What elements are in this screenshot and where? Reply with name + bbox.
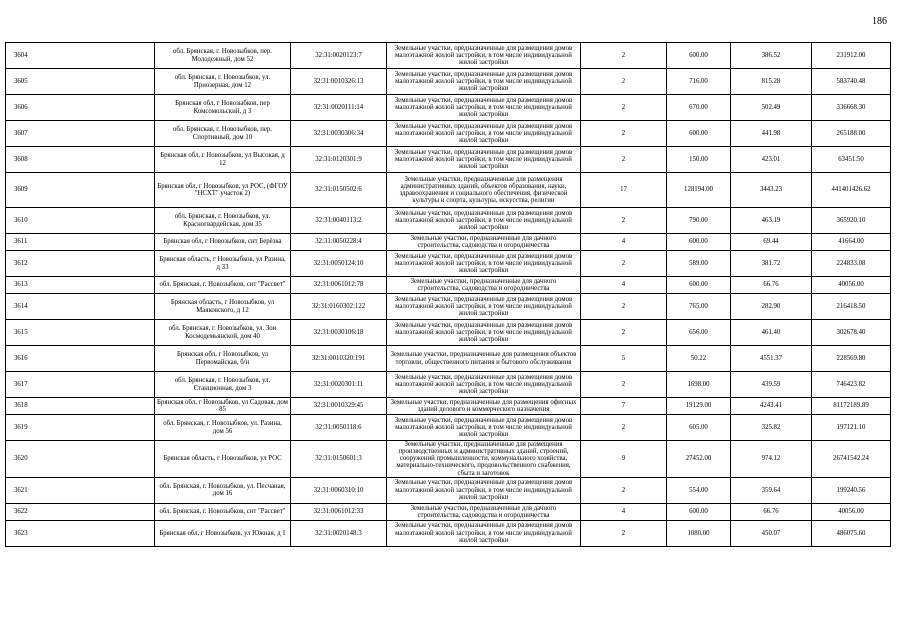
land-use-cell: Земельные участки, предназначенные для размещения домов малоэтажной жилой застройки, в том числе индивидуальной жилой застройки — [387, 251, 581, 277]
table-row — [6, 415, 891, 441]
page-number: 186 — [872, 16, 887, 27]
area-cell: 589.00 — [667, 251, 731, 277]
land-use-cell: Земельные участки, предназначенные для размещения домов малоэтажной жилой застройки, в том числе индивидуальной жилой застройки — [387, 320, 581, 346]
specific-value-cell: 461.40 — [731, 320, 812, 346]
cadastral-value-cell: 265188.00 — [812, 121, 891, 147]
cadastral-number-cell: 32:31:0120301:9 — [291, 147, 387, 173]
address-cell: Брянская обл, г Новозыбков, снт Берёзка — [155, 234, 291, 251]
cadastral-number-cell: 32:31:0160302:122 — [291, 294, 387, 320]
area-cell: 19129.00 — [667, 398, 731, 415]
land-use-cell: Земельные участки, предназначенные для размещения домов малоэтажной жилой застройки, в том числе индивидуальной жилой застройки — [387, 477, 581, 503]
address-cell: Брянская область, г Новозыбков, ул РОС — [155, 441, 291, 478]
record-number: 3613 — [6, 277, 155, 294]
address-cell: обл. Брянская, г. Новозыбков, ул. Разина, дом 56 — [155, 415, 291, 441]
table-row — [6, 346, 891, 372]
cadastral-number-cell: 32:31:0061012:33 — [291, 503, 387, 520]
land-use-cell: Земельные участки, предназначенные для размещения домов малоэтажной жилой застройки, в том числе индивидуальной жилой застройки — [387, 294, 581, 320]
address-cell: Брянская обл, г Новозыбков, пер Комсомольский, д 3 — [155, 95, 291, 121]
record-number: 3606 — [6, 95, 155, 121]
specific-value-cell: 450.07 — [731, 520, 812, 546]
table-row — [6, 173, 891, 208]
area-cell: 605.00 — [667, 415, 731, 441]
specific-value-cell: 66.76 — [731, 277, 812, 294]
cadastral-number-cell: 32:31:0010329:45 — [291, 398, 387, 415]
area-cell: 1080.00 — [667, 520, 731, 546]
group-number-cell: 2 — [581, 372, 667, 398]
cadastral-number-cell: 32:31:0150601:3 — [291, 441, 387, 478]
group-number-cell: 2 — [581, 69, 667, 95]
record-number: 3612 — [6, 251, 155, 277]
record-number: 3608 — [6, 147, 155, 173]
specific-value-cell: 3443.23 — [731, 173, 812, 208]
area-cell: 554.00 — [667, 477, 731, 503]
land-use-cell: Земельные участки, предназначенные для размещения домов малоэтажной жилой застройки, в том числе индивидуальной жилой застройки — [387, 372, 581, 398]
group-number-cell: 2 — [581, 147, 667, 173]
area-cell: 600.00 — [667, 234, 731, 251]
address-cell: Брянская обл, г Новозыбков, ул Высокая, д 12 — [155, 147, 291, 173]
cadastral-number-cell: 32:31:0050124:10 — [291, 251, 387, 277]
cadastral-value-cell: 486075.60 — [812, 520, 891, 546]
cadastral-number-cell: 32:31:0040113:2 — [291, 208, 387, 234]
cadastral-value-cell: 441401426.62 — [812, 173, 891, 208]
record-number: 3611 — [6, 234, 155, 251]
group-number-cell: 4 — [581, 234, 667, 251]
cadastral-value-cell: 583740.48 — [812, 69, 891, 95]
cadastral-number-cell: 32:31:0010326:13 — [291, 69, 387, 95]
area-cell: 790.00 — [667, 208, 731, 234]
specific-value-cell: 502.49 — [731, 95, 812, 121]
land-use-cell: Земельные участки, предназначенные для размещения домов малоэтажной жилой застройки, в том числе индивидуальной жилой застройки — [387, 208, 581, 234]
cadastral-number-cell: 32:31:0050228:4 — [291, 234, 387, 251]
record-number: 3620 — [6, 441, 155, 478]
specific-value-cell: 69.44 — [731, 234, 812, 251]
table-row — [6, 503, 891, 520]
specific-value-cell: 381.72 — [731, 251, 812, 277]
specific-value-cell: 974.12 — [731, 441, 812, 478]
cadastral-value-cell: 228569.80 — [812, 346, 891, 372]
cadastral-value-cell: 40056.00 — [812, 503, 891, 520]
cadastral-value-cell: 231912.00 — [812, 43, 891, 69]
address-cell: Брянская область, г Новозыбков, ул Маяковского, д 12 — [155, 294, 291, 320]
cadastral-value-cell: 224833.08 — [812, 251, 891, 277]
record-number: 3605 — [6, 69, 155, 95]
specific-value-cell: 463.19 — [731, 208, 812, 234]
cadastral-value-cell: 26741542.24 — [812, 441, 891, 478]
address-cell: Брянская область, г Новозыбков, ул Разина, д 33 — [155, 251, 291, 277]
cadastral-value-cell: 40056.00 — [812, 277, 891, 294]
address-cell: Брянская обл, г Новозыбков, ул Южная, д 1 — [155, 520, 291, 546]
record-number: 3616 — [6, 346, 155, 372]
specific-value-cell: 325.82 — [731, 415, 812, 441]
cadastral-value-cell: 336668.30 — [812, 95, 891, 121]
record-number: 3615 — [6, 320, 155, 346]
table-row — [6, 69, 891, 95]
address-cell: обл. Брянская, г. Новозыбков, ул. Песчаная, дом 16 — [155, 477, 291, 503]
group-number-cell: 2 — [581, 121, 667, 147]
group-number-cell: 2 — [581, 294, 667, 320]
specific-value-cell: 4551.37 — [731, 346, 812, 372]
table-row — [6, 234, 891, 251]
record-number: 3617 — [6, 372, 155, 398]
address-cell: обл. Брянская, г. Новозыбков, снт "Рассвет" — [155, 277, 291, 294]
group-number-cell: 4 — [581, 503, 667, 520]
address-cell: обл. Брянская, г. Новозыбков, ул. Красногвардейская, дом 35 — [155, 208, 291, 234]
specific-value-cell: 359.64 — [731, 477, 812, 503]
land-use-cell: Земельные участки, предназначенные для размещения домов малоэтажной жилой застройки, в том числе индивидуальной жилой застройки — [387, 415, 581, 441]
area-cell: 128194.00 — [667, 173, 731, 208]
cadastral-number-cell: 32:31:0030106:18 — [291, 320, 387, 346]
table-row — [6, 294, 891, 320]
cadastral-value-cell: 365920.10 — [812, 208, 891, 234]
specific-value-cell: 4243.41 — [731, 398, 812, 415]
address-cell: обл. Брянская, г. Новозыбков, ул. Станционная, дом 3 — [155, 372, 291, 398]
land-use-cell: Земельные участки, предназначенные для дачного строительства, садоводства и огородничества — [387, 277, 581, 294]
area-cell: 600.00 — [667, 121, 731, 147]
specific-value-cell: 815.28 — [731, 69, 812, 95]
cadastral-value-cell: 302678.40 — [812, 320, 891, 346]
specific-value-cell: 282.90 — [731, 294, 812, 320]
area-cell: 600.00 — [667, 277, 731, 294]
group-number-cell: 2 — [581, 251, 667, 277]
cadastral-value-cell: 746423.82 — [812, 372, 891, 398]
address-cell: Брянская обл, г Новозыбков, ул Садовая, дом 85 — [155, 398, 291, 415]
area-cell: 600.00 — [667, 503, 731, 520]
land-use-cell: Земельные участки, предназначенные для дачного строительства, садоводства и огородничества — [387, 503, 581, 520]
address-cell: обл. Брянская, г. Новозыбков, ул. Приозерная, дом 12 — [155, 69, 291, 95]
record-number: 3623 — [6, 520, 155, 546]
land-use-cell: Земельные участки, предназначенные для размещения домов малоэтажной жилой застройки, в том числе индивидуальной жилой застройки — [387, 69, 581, 95]
specific-value-cell: 441.98 — [731, 121, 812, 147]
record-number: 3621 — [6, 477, 155, 503]
record-number: 3619 — [6, 415, 155, 441]
cadastral-value-cell: 197121.10 — [812, 415, 891, 441]
table-row — [6, 398, 891, 415]
cadastral-number-cell: 32:31:0020111:14 — [291, 95, 387, 121]
group-number-cell: 2 — [581, 95, 667, 121]
cadastral-value-table — [5, 42, 891, 547]
table-row — [6, 441, 891, 478]
specific-value-cell: 386.52 — [731, 43, 812, 69]
group-number-cell: 17 — [581, 173, 667, 208]
table-row — [6, 251, 891, 277]
address-cell: обл. Брянская, г. Новозыбков, пер. Молодежный, дом 52 — [155, 43, 291, 69]
record-number: 3604 — [6, 43, 155, 69]
cadastral-number-cell: 32:31:0030306:34 — [291, 121, 387, 147]
land-use-cell: Земельные участки, предназначенные для размещения производственных и административных зданий, строений, сооружений промышленности, коммунального хозяйства, материально-технического, продовольственного снабжения, сбыта и заготовок — [387, 441, 581, 478]
cadastral-number-cell: 32:31:0050118:6 — [291, 415, 387, 441]
address-cell: Брянская обл, г Новозыбков, ул Первомайская, б/н — [155, 346, 291, 372]
land-use-cell: Земельные участки, предназначенные для размещения домов малоэтажной жилой застройки, в том числе индивидуальной жилой застройки — [387, 95, 581, 121]
group-number-cell: 2 — [581, 208, 667, 234]
record-number: 3610 — [6, 208, 155, 234]
group-number-cell: 9 — [581, 441, 667, 478]
land-use-cell: Земельные участки, предназначенные для размещения домов малоэтажной жилой застройки, в том числе индивидуальной жилой застройки — [387, 147, 581, 173]
cadastral-number-cell: 32:31:0150502:6 — [291, 173, 387, 208]
cadastral-value-cell: 216418.50 — [812, 294, 891, 320]
group-number-cell: 2 — [581, 520, 667, 546]
record-number: 3609 — [6, 173, 155, 208]
group-number-cell: 2 — [581, 320, 667, 346]
land-use-cell: Земельные участки, предназначенные для размещения офисных зданий делового и коммерческого назначения — [387, 398, 581, 415]
cadastral-number-cell: 32:31:0060310:10 — [291, 477, 387, 503]
cadastral-number-cell: 32:31:0020123:7 — [291, 43, 387, 69]
specific-value-cell: 423.01 — [731, 147, 812, 173]
area-cell: 670.00 — [667, 95, 731, 121]
address-cell: обл. Брянская, г. Новозыбков, ул. Зои Космодемьянской, дом 40 — [155, 320, 291, 346]
table-row — [6, 477, 891, 503]
group-number-cell: 7 — [581, 398, 667, 415]
area-cell: 1698.00 — [667, 372, 731, 398]
specific-value-cell: 66.76 — [731, 503, 812, 520]
cadastral-value-cell: 63451.50 — [812, 147, 891, 173]
record-number: 3618 — [6, 398, 155, 415]
area-cell: 716.00 — [667, 69, 731, 95]
record-number: 3614 — [6, 294, 155, 320]
group-number-cell: 5 — [581, 346, 667, 372]
cadastral-value-cell: 199240.56 — [812, 477, 891, 503]
record-number: 3622 — [6, 503, 155, 520]
table-row — [6, 372, 891, 398]
table-row — [6, 121, 891, 147]
table-row — [6, 320, 891, 346]
land-use-cell: Земельные участки, предназначенные для размещения домов малоэтажной жилой застройки, в том числе индивидуальной жилой застройки — [387, 121, 581, 147]
table-row — [6, 43, 891, 69]
area-cell: 600.00 — [667, 43, 731, 69]
land-use-cell: Земельные участки, предназначенные для размещения объектов торговли, общественного питания и бытового обслуживания — [387, 346, 581, 372]
area-cell: 150.00 — [667, 147, 731, 173]
group-number-cell: 2 — [581, 43, 667, 69]
specific-value-cell: 439.59 — [731, 372, 812, 398]
land-use-cell: Земельные участки, предназначенные для дачного строительства, садоводства и огородничества — [387, 234, 581, 251]
address-cell: Брянская обл, г Новозыбков, ул РОС, (ФГОУ "НСХТ" участок 2) — [155, 173, 291, 208]
group-number-cell: 2 — [581, 415, 667, 441]
cadastral-number-cell: 32:31:0020148:3 — [291, 520, 387, 546]
table-row — [6, 520, 891, 546]
address-cell: обл. Брянская, г. Новозыбков, снт "Рассвет" — [155, 503, 291, 520]
cadastral-number-cell: 32:31:0020301:11 — [291, 372, 387, 398]
cadastral-number-cell: 32:31:0010320:191 — [291, 346, 387, 372]
land-use-cell: Земельные участки, предназначенные для размещения административных зданий, объектов образования, науки, здравоохранения и социального обеспечения, физической культуры и спорта, культуры, искусства, религии — [387, 173, 581, 208]
area-cell: 765.00 — [667, 294, 731, 320]
table-row — [6, 95, 891, 121]
cadastral-number-cell: 32:31:0061012:78 — [291, 277, 387, 294]
cadastral-value-cell: 41664.00 — [812, 234, 891, 251]
area-cell: 656.00 — [667, 320, 731, 346]
area-cell: 50.22 — [667, 346, 731, 372]
address-cell: обл. Брянская, г. Новозыбков, пер. Спортивный, дом 10 — [155, 121, 291, 147]
group-number-cell: 4 — [581, 277, 667, 294]
cadastral-value-cell: 81172189.89 — [812, 398, 891, 415]
area-cell: 27452.00 — [667, 441, 731, 478]
land-use-cell: Земельные участки, предназначенные для размещения домов малоэтажной жилой застройки, в том числе индивидуальной жилой застройки — [387, 43, 581, 69]
table-row — [6, 277, 891, 294]
group-number-cell: 2 — [581, 477, 667, 503]
land-use-cell: Земельные участки, предназначенные для размещения домов малоэтажной жилой застройки, в том числе индивидуальной жилой застройки — [387, 520, 581, 546]
table-row — [6, 147, 891, 173]
table-row — [6, 208, 891, 234]
record-number: 3607 — [6, 121, 155, 147]
